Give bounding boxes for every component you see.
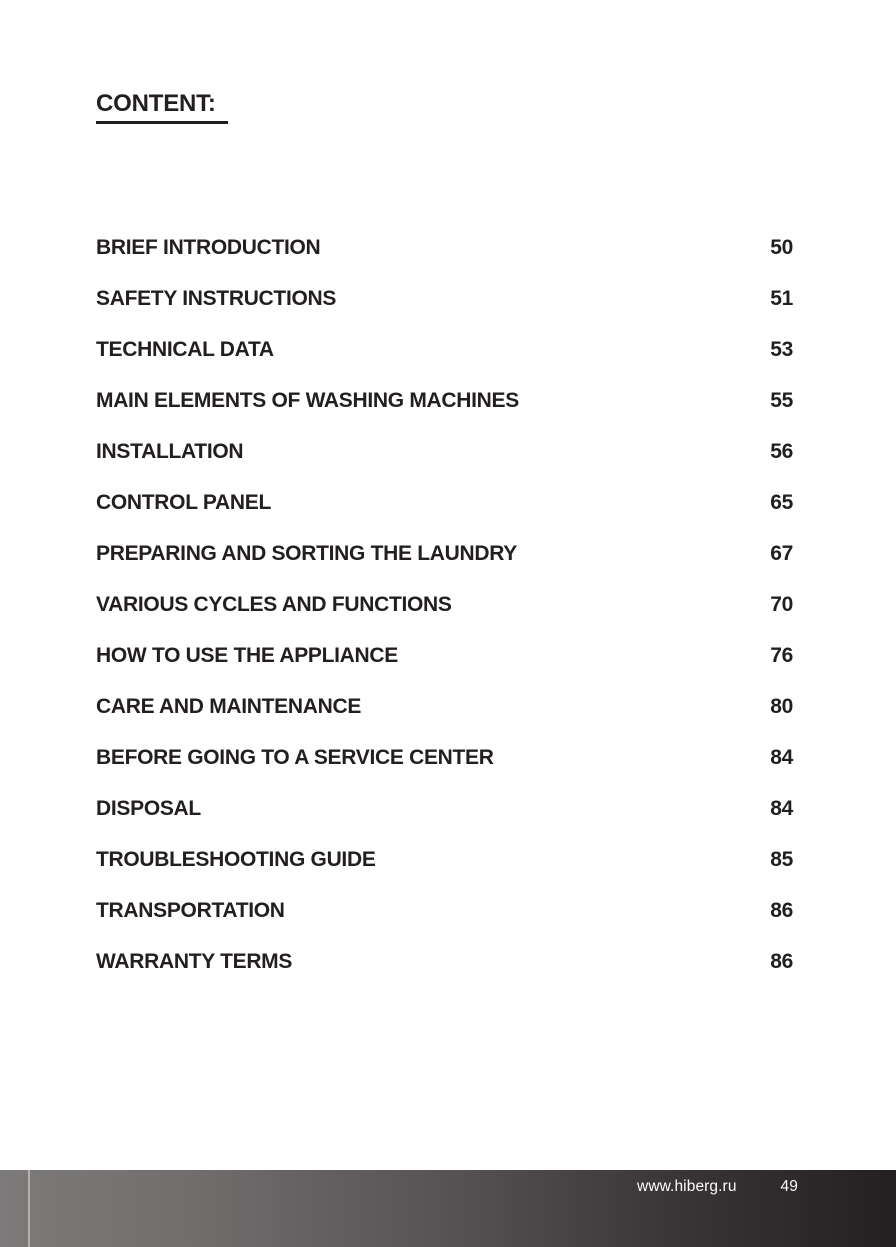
toc-row <box>96 834 793 885</box>
toc-item-page: 67 <box>770 541 793 565</box>
toc-item-label: BEFORE GOING TO A SERVICE CENTER <box>96 745 494 769</box>
toc-item-label: WARRANTY TERMS <box>96 949 293 973</box>
footer-page-number: 49 <box>780 1178 798 1195</box>
footer-bar <box>0 1170 896 1247</box>
toc-item-page: 80 <box>770 694 793 718</box>
toc-row <box>96 528 793 579</box>
toc-row <box>96 273 793 324</box>
toc-item-label: INSTALLATION <box>96 439 244 463</box>
toc-list <box>96 222 793 987</box>
footer-edge-line <box>28 1170 30 1247</box>
toc-row <box>96 681 793 732</box>
toc-row <box>96 630 793 681</box>
toc-item-label: TROUBLESHOOTING GUIDE <box>96 847 376 871</box>
toc-item-page: 86 <box>770 949 793 973</box>
toc-item-page: 84 <box>770 745 793 769</box>
toc-item-page: 50 <box>770 235 793 259</box>
toc-row <box>96 375 793 426</box>
toc-item-label: HOW TO USE THE APPLIANCE <box>96 643 398 667</box>
toc-item-page: 85 <box>770 847 793 871</box>
toc-item-page: 70 <box>770 592 793 616</box>
toc-item-page: 84 <box>770 796 793 820</box>
toc-item-page: 76 <box>770 643 793 667</box>
toc-item-label: VARIOUS CYCLES AND FUNCTIONS <box>96 592 452 616</box>
toc-item-label: TRANSPORTATION <box>96 898 285 922</box>
toc-row <box>96 477 793 528</box>
toc-item-page: 51 <box>770 286 793 310</box>
toc-item-label: BRIEF INTRODUCTION <box>96 235 321 259</box>
toc-row <box>96 732 793 783</box>
toc-item-label: CONTROL PANEL <box>96 490 271 514</box>
toc-item-label: DISPOSAL <box>96 796 201 820</box>
toc-item-page: 86 <box>770 898 793 922</box>
page-title: CONTENT: <box>96 90 228 124</box>
toc-item-label: MAIN ELEMENTS OF WASHING MACHINES <box>96 388 519 412</box>
footer-website: www.hiberg.ru <box>637 1178 737 1195</box>
toc-row <box>96 324 793 375</box>
toc-row <box>96 885 793 936</box>
toc-item-label: TECHNICAL DATA <box>96 337 274 361</box>
toc-item-page: 56 <box>770 439 793 463</box>
footer-text-row <box>637 1178 798 1196</box>
toc-row <box>96 783 793 834</box>
toc-row <box>96 222 793 273</box>
toc-row <box>96 426 793 477</box>
toc-item-page: 53 <box>770 337 793 361</box>
toc-item-page: 65 <box>770 490 793 514</box>
toc-item-page: 55 <box>770 388 793 412</box>
toc-item-label: PREPARING AND SORTING THE LAUNDRY <box>96 541 518 565</box>
toc-row <box>96 936 793 987</box>
toc-item-label: CARE AND MAINTENANCE <box>96 694 362 718</box>
toc-row <box>96 579 793 630</box>
toc-item-label: SAFETY INSTRUCTIONS <box>96 286 337 310</box>
